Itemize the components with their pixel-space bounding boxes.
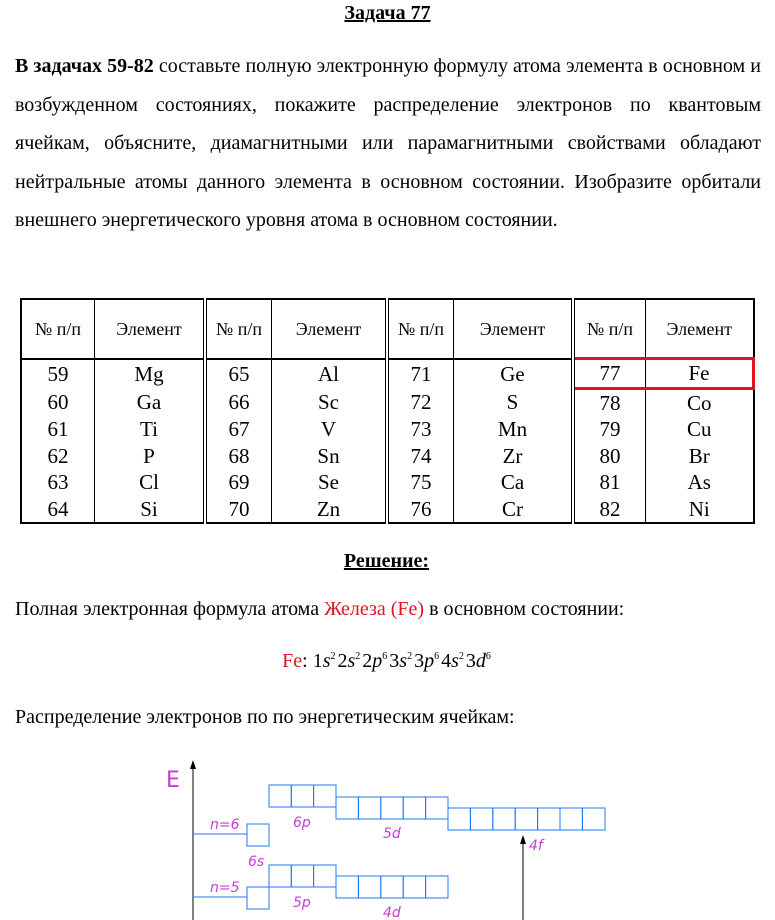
- cell-element: Sn: [272, 443, 388, 470]
- axis-arrow: [190, 760, 196, 769]
- cell-number: 82: [573, 496, 646, 524]
- cell-element: Ge: [454, 359, 574, 389]
- formula-separator: :: [302, 650, 313, 672]
- elements-table: [20, 298, 755, 524]
- orbital-6s: [247, 824, 269, 846]
- term-electrons: 6: [434, 651, 440, 662]
- term-level: 3: [414, 650, 425, 672]
- cell-number: 73: [387, 416, 454, 443]
- orbital-label-4f: 4f: [529, 838, 543, 854]
- cell-element: Ca: [454, 469, 574, 496]
- term-sublevel: s: [322, 650, 331, 672]
- table-row: [21, 443, 754, 470]
- column-header-element: Элемент: [272, 299, 388, 359]
- term-sublevel: p: [372, 650, 383, 672]
- cell-number: 61: [21, 416, 95, 443]
- distribution-caption: Распределение электронов по по энергетическим ячейкам:: [15, 706, 515, 728]
- term-level: 3: [389, 650, 400, 672]
- 4f-arrow-head: [520, 835, 526, 844]
- cell-number: 80: [573, 443, 646, 470]
- cell-element: Mg: [95, 359, 206, 389]
- cell-number: 72: [387, 388, 454, 416]
- level-label-n5: n=5: [210, 880, 240, 896]
- term-electrons: 2: [407, 651, 413, 662]
- electron-formula: [0, 650, 775, 673]
- cell-number: 75: [387, 469, 454, 496]
- orbital-6p: [269, 785, 336, 807]
- term-electrons: 2: [330, 651, 336, 662]
- cell-element: Mn: [454, 416, 574, 443]
- term-sublevel: s: [399, 650, 408, 672]
- cell-element: Cr: [454, 496, 574, 524]
- cell-element: V: [272, 416, 388, 443]
- orbital-label-6p: 6p: [293, 815, 311, 831]
- cell-element: Cl: [95, 469, 206, 496]
- term-level: 4: [441, 650, 452, 672]
- cell-element: Se: [272, 469, 388, 496]
- table-row: [21, 416, 754, 443]
- cell-element: Al: [272, 359, 388, 389]
- column-header-number: № п/п: [387, 299, 454, 359]
- table-row: [21, 359, 754, 389]
- cell-element: Sc: [272, 388, 388, 416]
- level-label-n6: n=6: [210, 817, 240, 833]
- cell-element: Si: [95, 496, 206, 524]
- orbital-5s: [247, 887, 269, 909]
- orbital-4f: [448, 808, 605, 830]
- axis-label: E: [166, 768, 180, 793]
- cell-number: 63: [21, 469, 95, 496]
- cell-element: Ni: [646, 496, 754, 524]
- cell-element: Ga: [95, 388, 206, 416]
- orbital-5p: [269, 865, 336, 887]
- term-electrons: 2: [458, 651, 464, 662]
- solution-title: Решение:: [343, 550, 430, 572]
- task-range: В задачах 59-82: [15, 55, 154, 77]
- cell-number: 66: [205, 388, 272, 416]
- formula-term: [389, 650, 412, 672]
- formula-term: [466, 650, 491, 672]
- orbital-4d: [336, 876, 448, 898]
- cell-element: Co: [646, 388, 754, 416]
- term-level: 2: [362, 650, 373, 672]
- column-header-element: Элемент: [95, 299, 206, 359]
- cell-number: 64: [21, 496, 95, 524]
- formula-element: Fe: [282, 650, 303, 672]
- cell-element: P: [95, 443, 206, 470]
- intro-text-end: в основном состоянии:: [424, 598, 625, 620]
- cell-number: 70: [205, 496, 272, 524]
- table-row: [21, 388, 754, 416]
- formula-intro: [15, 598, 624, 621]
- cell-number: 60: [21, 388, 95, 416]
- column-header-number: № п/п: [573, 299, 646, 359]
- column-header-number: № п/п: [205, 299, 272, 359]
- term-electrons: 6: [485, 651, 491, 662]
- highlighted-cell-number: 77: [573, 359, 646, 389]
- orbital-label-6s: 6s: [248, 854, 265, 870]
- cell-element: S: [454, 388, 574, 416]
- column-header-element: Элемент: [646, 299, 754, 359]
- table-row: [21, 496, 754, 524]
- cell-number: 67: [205, 416, 272, 443]
- cell-element: Zn: [272, 496, 388, 524]
- cell-number: 79: [573, 416, 646, 443]
- formula-term: [441, 650, 464, 672]
- task-statement: [15, 47, 761, 240]
- column-header-element: Элемент: [454, 299, 574, 359]
- cell-number: 81: [573, 469, 646, 496]
- orbital-5d: [336, 797, 448, 819]
- cell-element: Ti: [95, 416, 206, 443]
- orbital-label-4d: 4d: [383, 905, 401, 920]
- table-header-row: [21, 299, 754, 359]
- cell-number: 59: [21, 359, 95, 389]
- page-title: Задача 77: [344, 2, 431, 24]
- orbital-label-5d: 5d: [383, 826, 401, 842]
- cell-element: As: [646, 469, 754, 496]
- term-level: 2: [337, 650, 348, 672]
- term-sublevel: d: [475, 650, 486, 672]
- formula-term: [414, 650, 439, 672]
- formula-term: [362, 650, 387, 672]
- cell-element: Cu: [646, 416, 754, 443]
- intro-text: Полная электронная формула атома: [15, 598, 325, 620]
- cell-number: 62: [21, 443, 95, 470]
- term-level: 3: [465, 650, 476, 672]
- formula-terms: [313, 650, 493, 672]
- term-electrons: 6: [382, 651, 388, 662]
- highlighted-cell-element: Fe: [646, 359, 754, 389]
- term-level: 1: [312, 650, 323, 672]
- orbital-label-5p: 5p: [293, 895, 311, 911]
- cell-element: Br: [646, 443, 754, 470]
- cell-number: 78: [573, 388, 646, 416]
- formula-term: [337, 650, 360, 672]
- cell-number: 68: [205, 443, 272, 470]
- cell-number: 76: [387, 496, 454, 524]
- energy-cell-diagram: [150, 755, 620, 920]
- term-sublevel: p: [424, 650, 435, 672]
- table-row: [21, 469, 754, 496]
- task-text: составьте полную электронную формулу атома элемента в основном и возбужденном состояниях, покажите распределение электронов по квантовым ячейкам, объясните, диамагнитными или парамагнитными свойствами обладают нейтральные атомы данного элемента в основном состоянии. Изобразите орбитали внешнего энергетического уровня атома в основном состоянии.: [15, 55, 761, 231]
- term-electrons: 2: [355, 651, 361, 662]
- element-name: Железа (Fe): [324, 598, 425, 620]
- cell-element: Zr: [454, 443, 574, 470]
- term-sublevel: s: [347, 650, 356, 672]
- column-header-number: № п/п: [21, 299, 95, 359]
- cell-number: 69: [205, 469, 272, 496]
- formula-term: [313, 650, 336, 672]
- cell-number: 65: [205, 359, 272, 389]
- term-sublevel: s: [451, 650, 459, 672]
- cell-number: 71: [387, 359, 454, 389]
- cell-number: 74: [387, 443, 454, 470]
